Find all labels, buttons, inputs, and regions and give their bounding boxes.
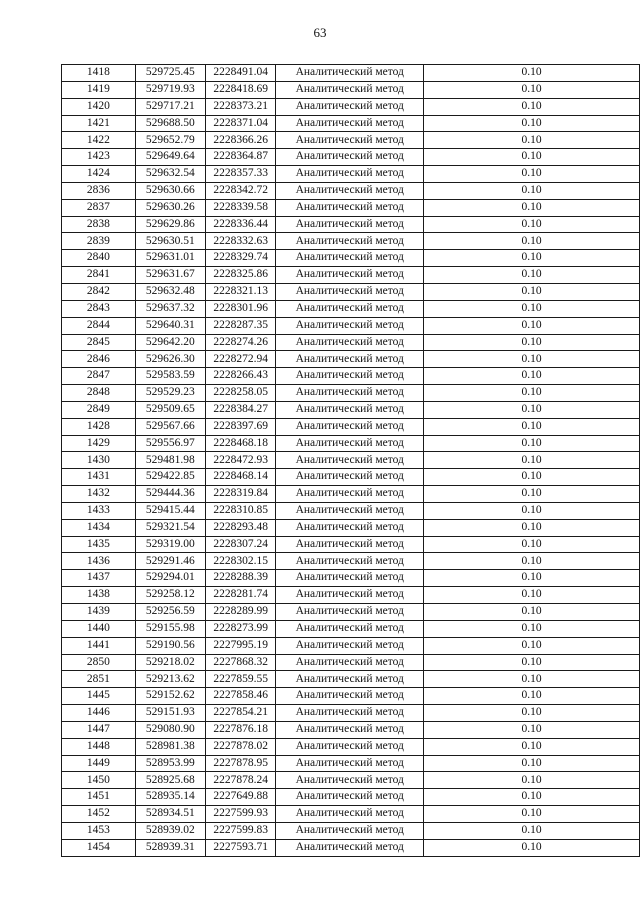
x-coordinate-cell: 528939.02 bbox=[135, 822, 205, 839]
x-coordinate-cell: 528939.31 bbox=[135, 839, 205, 856]
table-row bbox=[62, 81, 640, 98]
y-coordinate-cell: 2228272.94 bbox=[205, 351, 275, 368]
table-row bbox=[62, 822, 640, 839]
method-cell: Аналитический метод bbox=[276, 418, 424, 435]
point-number-cell: 2848 bbox=[62, 385, 136, 402]
x-coordinate-cell: 529652.79 bbox=[135, 132, 205, 149]
table-row bbox=[62, 334, 640, 351]
y-coordinate-cell: 2228287.35 bbox=[205, 317, 275, 334]
y-coordinate-cell: 2228302.15 bbox=[205, 553, 275, 570]
y-coordinate-cell: 2228266.43 bbox=[205, 368, 275, 385]
point-number-cell: 2843 bbox=[62, 300, 136, 317]
point-number-cell: 1448 bbox=[62, 738, 136, 755]
x-coordinate-cell: 529630.26 bbox=[135, 199, 205, 216]
y-coordinate-cell: 2228329.74 bbox=[205, 250, 275, 267]
y-coordinate-cell: 2228472.93 bbox=[205, 452, 275, 469]
x-coordinate-cell: 529725.45 bbox=[135, 65, 205, 82]
method-cell: Аналитический метод bbox=[276, 822, 424, 839]
point-number-cell: 1424 bbox=[62, 166, 136, 183]
table-row bbox=[62, 351, 640, 368]
table-row bbox=[62, 65, 640, 82]
point-number-cell: 1449 bbox=[62, 755, 136, 772]
table-row bbox=[62, 452, 640, 469]
method-cell: Аналитический метод bbox=[276, 705, 424, 722]
table-row bbox=[62, 418, 640, 435]
y-coordinate-cell: 2228468.18 bbox=[205, 435, 275, 452]
accuracy-cell: 0.10 bbox=[424, 502, 640, 519]
method-cell: Аналитический метод bbox=[276, 199, 424, 216]
accuracy-cell: 0.10 bbox=[424, 98, 640, 115]
accuracy-cell: 0.10 bbox=[424, 705, 640, 722]
x-coordinate-cell: 529151.93 bbox=[135, 705, 205, 722]
coordinates-table-body bbox=[62, 65, 640, 857]
point-number-cell: 2849 bbox=[62, 401, 136, 418]
x-coordinate-cell: 529294.01 bbox=[135, 570, 205, 587]
x-coordinate-cell: 529631.67 bbox=[135, 267, 205, 284]
table-row bbox=[62, 132, 640, 149]
accuracy-cell: 0.10 bbox=[424, 469, 640, 486]
x-coordinate-cell: 529632.48 bbox=[135, 283, 205, 300]
y-coordinate-cell: 2227859.55 bbox=[205, 671, 275, 688]
point-number-cell: 2846 bbox=[62, 351, 136, 368]
point-number-cell: 1435 bbox=[62, 536, 136, 553]
y-coordinate-cell: 2228373.21 bbox=[205, 98, 275, 115]
method-cell: Аналитический метод bbox=[276, 317, 424, 334]
method-cell: Аналитический метод bbox=[276, 502, 424, 519]
point-number-cell: 1419 bbox=[62, 81, 136, 98]
accuracy-cell: 0.10 bbox=[424, 553, 640, 570]
y-coordinate-cell: 2228281.74 bbox=[205, 587, 275, 604]
method-cell: Аналитический метод bbox=[276, 65, 424, 82]
method-cell: Аналитический метод bbox=[276, 233, 424, 250]
method-cell: Аналитический метод bbox=[276, 98, 424, 115]
accuracy-cell: 0.10 bbox=[424, 570, 640, 587]
method-cell: Аналитический метод bbox=[276, 267, 424, 284]
method-cell: Аналитический метод bbox=[276, 81, 424, 98]
point-number-cell: 1453 bbox=[62, 822, 136, 839]
table-row bbox=[62, 637, 640, 654]
y-coordinate-cell: 2228325.86 bbox=[205, 267, 275, 284]
point-number-cell: 1432 bbox=[62, 486, 136, 503]
y-coordinate-cell: 2227599.93 bbox=[205, 806, 275, 823]
method-cell: Аналитический метод bbox=[276, 132, 424, 149]
point-number-cell: 1420 bbox=[62, 98, 136, 115]
method-cell: Аналитический метод bbox=[276, 368, 424, 385]
method-cell: Аналитический метод bbox=[276, 283, 424, 300]
table-row bbox=[62, 216, 640, 233]
y-coordinate-cell: 2228339.58 bbox=[205, 199, 275, 216]
y-coordinate-cell: 2228418.69 bbox=[205, 81, 275, 98]
y-coordinate-cell: 2228342.72 bbox=[205, 182, 275, 199]
accuracy-cell: 0.10 bbox=[424, 300, 640, 317]
page-number: 63 bbox=[313, 25, 327, 40]
point-number-cell: 1447 bbox=[62, 721, 136, 738]
point-number-cell: 2836 bbox=[62, 182, 136, 199]
table-row bbox=[62, 149, 640, 166]
accuracy-cell: 0.10 bbox=[424, 789, 640, 806]
accuracy-cell: 0.10 bbox=[424, 452, 640, 469]
y-coordinate-cell: 2228366.26 bbox=[205, 132, 275, 149]
point-number-cell: 2841 bbox=[62, 267, 136, 284]
point-number-cell: 1451 bbox=[62, 789, 136, 806]
accuracy-cell: 0.10 bbox=[424, 368, 640, 385]
x-coordinate-cell: 529642.20 bbox=[135, 334, 205, 351]
method-cell: Аналитический метод bbox=[276, 654, 424, 671]
table-row bbox=[62, 688, 640, 705]
accuracy-cell: 0.10 bbox=[424, 806, 640, 823]
table-row bbox=[62, 772, 640, 789]
y-coordinate-cell: 2228288.39 bbox=[205, 570, 275, 587]
accuracy-cell: 0.10 bbox=[424, 604, 640, 621]
y-coordinate-cell: 2228384.27 bbox=[205, 401, 275, 418]
x-coordinate-cell: 529717.21 bbox=[135, 98, 205, 115]
method-cell: Аналитический метод bbox=[276, 772, 424, 789]
y-coordinate-cell: 2227858.46 bbox=[205, 688, 275, 705]
table-row bbox=[62, 604, 640, 621]
point-number-cell: 2839 bbox=[62, 233, 136, 250]
point-number-cell: 1422 bbox=[62, 132, 136, 149]
y-coordinate-cell: 2227854.21 bbox=[205, 705, 275, 722]
y-coordinate-cell: 2228307.24 bbox=[205, 536, 275, 553]
accuracy-cell: 0.10 bbox=[424, 671, 640, 688]
method-cell: Аналитический метод bbox=[276, 721, 424, 738]
method-cell: Аналитический метод bbox=[276, 570, 424, 587]
method-cell: Аналитический метод bbox=[276, 149, 424, 166]
coordinates-table bbox=[61, 64, 640, 857]
table-row bbox=[62, 199, 640, 216]
point-number-cell: 1433 bbox=[62, 502, 136, 519]
accuracy-cell: 0.10 bbox=[424, 721, 640, 738]
x-coordinate-cell: 529291.46 bbox=[135, 553, 205, 570]
x-coordinate-cell: 529321.54 bbox=[135, 519, 205, 536]
x-coordinate-cell: 529567.66 bbox=[135, 418, 205, 435]
table-row bbox=[62, 250, 640, 267]
table-row bbox=[62, 806, 640, 823]
y-coordinate-cell: 2228273.99 bbox=[205, 620, 275, 637]
y-coordinate-cell: 2227878.24 bbox=[205, 772, 275, 789]
method-cell: Аналитический метод bbox=[276, 351, 424, 368]
x-coordinate-cell: 529640.31 bbox=[135, 317, 205, 334]
accuracy-cell: 0.10 bbox=[424, 283, 640, 300]
y-coordinate-cell: 2227878.95 bbox=[205, 755, 275, 772]
x-coordinate-cell: 529630.51 bbox=[135, 233, 205, 250]
point-number-cell: 2838 bbox=[62, 216, 136, 233]
accuracy-cell: 0.10 bbox=[424, 182, 640, 199]
accuracy-cell: 0.10 bbox=[424, 519, 640, 536]
table-row bbox=[62, 435, 640, 452]
table-row bbox=[62, 654, 640, 671]
y-coordinate-cell: 2228274.26 bbox=[205, 334, 275, 351]
accuracy-cell: 0.10 bbox=[424, 688, 640, 705]
point-number-cell: 2845 bbox=[62, 334, 136, 351]
accuracy-cell: 0.10 bbox=[424, 317, 640, 334]
y-coordinate-cell: 2228491.04 bbox=[205, 65, 275, 82]
x-coordinate-cell: 528934.51 bbox=[135, 806, 205, 823]
accuracy-cell: 0.10 bbox=[424, 637, 640, 654]
x-coordinate-cell: 528925.68 bbox=[135, 772, 205, 789]
x-coordinate-cell: 529319.00 bbox=[135, 536, 205, 553]
y-coordinate-cell: 2228310.85 bbox=[205, 502, 275, 519]
point-number-cell: 1439 bbox=[62, 604, 136, 621]
method-cell: Аналитический метод bbox=[276, 385, 424, 402]
y-coordinate-cell: 2227599.83 bbox=[205, 822, 275, 839]
accuracy-cell: 0.10 bbox=[424, 132, 640, 149]
y-coordinate-cell: 2228293.48 bbox=[205, 519, 275, 536]
y-coordinate-cell: 2228336.44 bbox=[205, 216, 275, 233]
x-coordinate-cell: 529688.50 bbox=[135, 115, 205, 132]
y-coordinate-cell: 2227649.88 bbox=[205, 789, 275, 806]
method-cell: Аналитический метод bbox=[276, 182, 424, 199]
x-coordinate-cell: 529629.86 bbox=[135, 216, 205, 233]
method-cell: Аналитический метод bbox=[276, 435, 424, 452]
point-number-cell: 1431 bbox=[62, 469, 136, 486]
method-cell: Аналитический метод bbox=[276, 620, 424, 637]
table-row bbox=[62, 469, 640, 486]
point-number-cell: 1446 bbox=[62, 705, 136, 722]
accuracy-cell: 0.10 bbox=[424, 755, 640, 772]
table-row bbox=[62, 368, 640, 385]
accuracy-cell: 0.10 bbox=[424, 267, 640, 284]
y-coordinate-cell: 2228321.13 bbox=[205, 283, 275, 300]
table-row bbox=[62, 587, 640, 604]
accuracy-cell: 0.10 bbox=[424, 401, 640, 418]
point-number-cell: 1434 bbox=[62, 519, 136, 536]
point-number-cell: 1452 bbox=[62, 806, 136, 823]
method-cell: Аналитический метод bbox=[276, 115, 424, 132]
accuracy-cell: 0.10 bbox=[424, 654, 640, 671]
accuracy-cell: 0.10 bbox=[424, 250, 640, 267]
point-number-cell: 1428 bbox=[62, 418, 136, 435]
accuracy-cell: 0.10 bbox=[424, 839, 640, 856]
table-row bbox=[62, 789, 640, 806]
point-number-cell: 2847 bbox=[62, 368, 136, 385]
y-coordinate-cell: 2228319.84 bbox=[205, 486, 275, 503]
accuracy-cell: 0.10 bbox=[424, 738, 640, 755]
method-cell: Аналитический метод bbox=[276, 738, 424, 755]
accuracy-cell: 0.10 bbox=[424, 199, 640, 216]
y-coordinate-cell: 2227868.32 bbox=[205, 654, 275, 671]
accuracy-cell: 0.10 bbox=[424, 620, 640, 637]
accuracy-cell: 0.10 bbox=[424, 536, 640, 553]
x-coordinate-cell: 529649.64 bbox=[135, 149, 205, 166]
x-coordinate-cell: 529190.56 bbox=[135, 637, 205, 654]
table-row bbox=[62, 671, 640, 688]
point-number-cell: 1438 bbox=[62, 587, 136, 604]
method-cell: Аналитический метод bbox=[276, 637, 424, 654]
point-number-cell: 1429 bbox=[62, 435, 136, 452]
x-coordinate-cell: 529213.62 bbox=[135, 671, 205, 688]
point-number-cell: 2844 bbox=[62, 317, 136, 334]
table-row bbox=[62, 502, 640, 519]
table-row bbox=[62, 267, 640, 284]
y-coordinate-cell: 2228468.14 bbox=[205, 469, 275, 486]
table-row bbox=[62, 553, 640, 570]
method-cell: Аналитический метод bbox=[276, 671, 424, 688]
accuracy-cell: 0.10 bbox=[424, 81, 640, 98]
x-coordinate-cell: 529218.02 bbox=[135, 654, 205, 671]
table-row bbox=[62, 166, 640, 183]
y-coordinate-cell: 2228364.87 bbox=[205, 149, 275, 166]
y-coordinate-cell: 2227878.02 bbox=[205, 738, 275, 755]
x-coordinate-cell: 529626.30 bbox=[135, 351, 205, 368]
accuracy-cell: 0.10 bbox=[424, 418, 640, 435]
method-cell: Аналитический метод bbox=[276, 604, 424, 621]
accuracy-cell: 0.10 bbox=[424, 822, 640, 839]
method-cell: Аналитический метод bbox=[276, 486, 424, 503]
table-row bbox=[62, 283, 640, 300]
x-coordinate-cell: 529444.36 bbox=[135, 486, 205, 503]
x-coordinate-cell: 529155.98 bbox=[135, 620, 205, 637]
method-cell: Аналитический метод bbox=[276, 469, 424, 486]
table-row bbox=[62, 385, 640, 402]
point-number-cell: 2851 bbox=[62, 671, 136, 688]
method-cell: Аналитический метод bbox=[276, 452, 424, 469]
x-coordinate-cell: 529631.01 bbox=[135, 250, 205, 267]
table-row bbox=[62, 705, 640, 722]
accuracy-cell: 0.10 bbox=[424, 435, 640, 452]
x-coordinate-cell: 529556.97 bbox=[135, 435, 205, 452]
table-row bbox=[62, 755, 640, 772]
y-coordinate-cell: 2228301.96 bbox=[205, 300, 275, 317]
point-number-cell: 1418 bbox=[62, 65, 136, 82]
x-coordinate-cell: 529258.12 bbox=[135, 587, 205, 604]
y-coordinate-cell: 2227995.19 bbox=[205, 637, 275, 654]
y-coordinate-cell: 2228397.69 bbox=[205, 418, 275, 435]
table-row bbox=[62, 721, 640, 738]
table-row bbox=[62, 401, 640, 418]
accuracy-cell: 0.10 bbox=[424, 772, 640, 789]
x-coordinate-cell: 529632.54 bbox=[135, 166, 205, 183]
point-number-cell: 2837 bbox=[62, 199, 136, 216]
table-row bbox=[62, 317, 640, 334]
y-coordinate-cell: 2228332.63 bbox=[205, 233, 275, 250]
table-row bbox=[62, 519, 640, 536]
table-row bbox=[62, 738, 640, 755]
table-row bbox=[62, 233, 640, 250]
method-cell: Аналитический метод bbox=[276, 587, 424, 604]
table-row bbox=[62, 98, 640, 115]
y-coordinate-cell: 2228258.05 bbox=[205, 385, 275, 402]
method-cell: Аналитический метод bbox=[276, 553, 424, 570]
method-cell: Аналитический метод bbox=[276, 536, 424, 553]
method-cell: Аналитический метод bbox=[276, 519, 424, 536]
method-cell: Аналитический метод bbox=[276, 789, 424, 806]
x-coordinate-cell: 528953.99 bbox=[135, 755, 205, 772]
point-number-cell: 1445 bbox=[62, 688, 136, 705]
method-cell: Аналитический метод bbox=[276, 839, 424, 856]
y-coordinate-cell: 2227876.18 bbox=[205, 721, 275, 738]
point-number-cell: 2850 bbox=[62, 654, 136, 671]
x-coordinate-cell: 529630.66 bbox=[135, 182, 205, 199]
x-coordinate-cell: 529422.85 bbox=[135, 469, 205, 486]
x-coordinate-cell: 529529.23 bbox=[135, 385, 205, 402]
method-cell: Аналитический метод bbox=[276, 688, 424, 705]
accuracy-cell: 0.10 bbox=[424, 334, 640, 351]
x-coordinate-cell: 529583.59 bbox=[135, 368, 205, 385]
point-number-cell: 1441 bbox=[62, 637, 136, 654]
method-cell: Аналитический метод bbox=[276, 401, 424, 418]
x-coordinate-cell: 529256.59 bbox=[135, 604, 205, 621]
x-coordinate-cell: 529637.32 bbox=[135, 300, 205, 317]
y-coordinate-cell: 2227593.71 bbox=[205, 839, 275, 856]
table-row bbox=[62, 570, 640, 587]
method-cell: Аналитический метод bbox=[276, 806, 424, 823]
method-cell: Аналитический метод bbox=[276, 755, 424, 772]
point-number-cell: 1454 bbox=[62, 839, 136, 856]
point-number-cell: 1423 bbox=[62, 149, 136, 166]
table-row bbox=[62, 839, 640, 856]
accuracy-cell: 0.10 bbox=[424, 486, 640, 503]
point-number-cell: 2842 bbox=[62, 283, 136, 300]
x-coordinate-cell: 529080.90 bbox=[135, 721, 205, 738]
point-number-cell: 1430 bbox=[62, 452, 136, 469]
accuracy-cell: 0.10 bbox=[424, 149, 640, 166]
accuracy-cell: 0.10 bbox=[424, 385, 640, 402]
table-row bbox=[62, 300, 640, 317]
method-cell: Аналитический метод bbox=[276, 166, 424, 183]
table-row bbox=[62, 182, 640, 199]
table-row bbox=[62, 536, 640, 553]
accuracy-cell: 0.10 bbox=[424, 587, 640, 604]
x-coordinate-cell: 529509.65 bbox=[135, 401, 205, 418]
point-number-cell: 1421 bbox=[62, 115, 136, 132]
table-row bbox=[62, 620, 640, 637]
method-cell: Аналитический метод bbox=[276, 334, 424, 351]
accuracy-cell: 0.10 bbox=[424, 351, 640, 368]
method-cell: Аналитический метод bbox=[276, 300, 424, 317]
x-coordinate-cell: 529152.62 bbox=[135, 688, 205, 705]
y-coordinate-cell: 2228289.99 bbox=[205, 604, 275, 621]
table-row bbox=[62, 486, 640, 503]
x-coordinate-cell: 528935.14 bbox=[135, 789, 205, 806]
point-number-cell: 1440 bbox=[62, 620, 136, 637]
method-cell: Аналитический метод bbox=[276, 216, 424, 233]
x-coordinate-cell: 529719.93 bbox=[135, 81, 205, 98]
point-number-cell: 2840 bbox=[62, 250, 136, 267]
accuracy-cell: 0.10 bbox=[424, 65, 640, 82]
x-coordinate-cell: 529481.98 bbox=[135, 452, 205, 469]
accuracy-cell: 0.10 bbox=[424, 216, 640, 233]
accuracy-cell: 0.10 bbox=[424, 233, 640, 250]
point-number-cell: 1450 bbox=[62, 772, 136, 789]
point-number-cell: 1437 bbox=[62, 570, 136, 587]
y-coordinate-cell: 2228357.33 bbox=[205, 166, 275, 183]
y-coordinate-cell: 2228371.04 bbox=[205, 115, 275, 132]
point-number-cell: 1436 bbox=[62, 553, 136, 570]
table-row bbox=[62, 115, 640, 132]
x-coordinate-cell: 529415.44 bbox=[135, 502, 205, 519]
x-coordinate-cell: 528981.38 bbox=[135, 738, 205, 755]
accuracy-cell: 0.10 bbox=[424, 166, 640, 183]
method-cell: Аналитический метод bbox=[276, 250, 424, 267]
accuracy-cell: 0.10 bbox=[424, 115, 640, 132]
